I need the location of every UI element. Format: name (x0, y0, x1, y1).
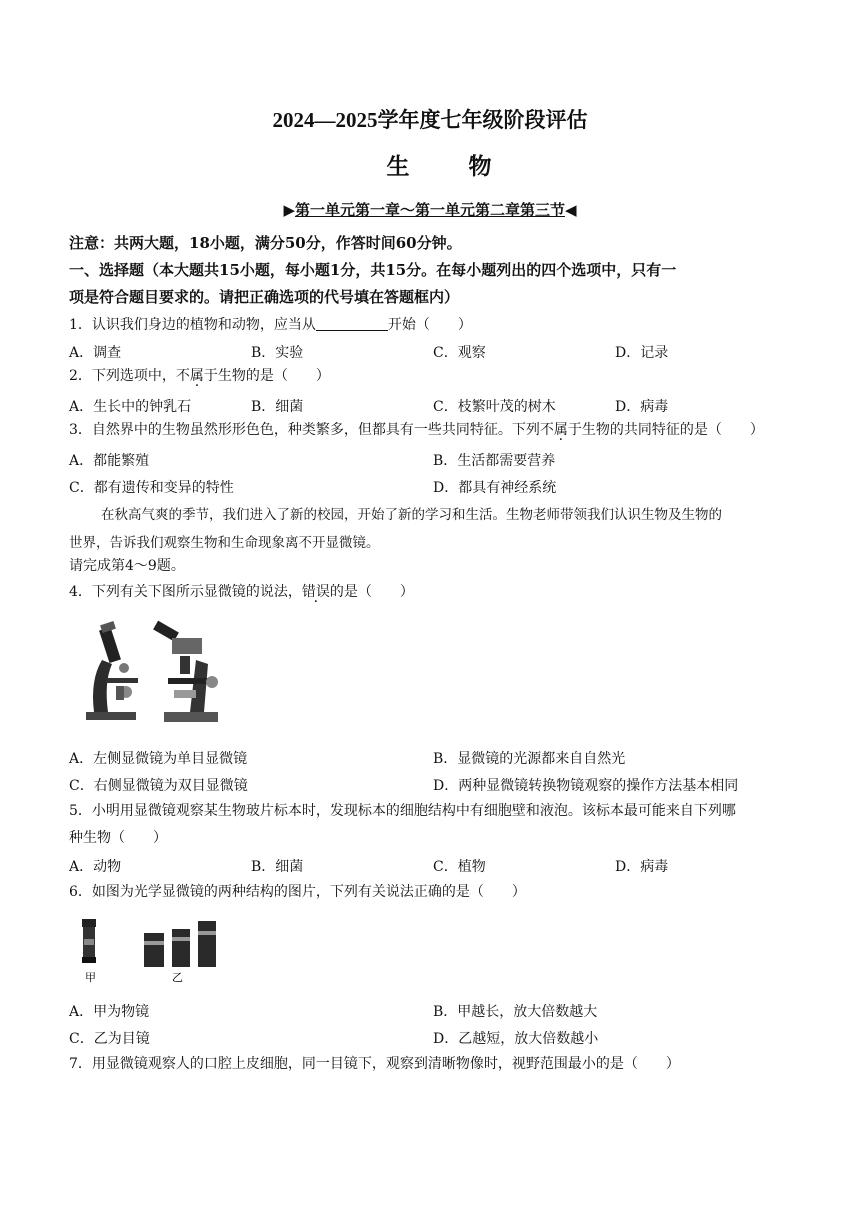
question-6-stem: 6．如图为光学显微镜的两种结构的图片，下列有关说法正确的是（ ） (69, 884, 526, 900)
emphasis-text: 不属于 (175, 368, 218, 384)
q2-option-b: B．细菌 (251, 399, 304, 415)
q5-option-c: C．植物 (433, 859, 486, 875)
q4-option-b: B．显微镜的光源都来自自然光 (433, 751, 626, 767)
q4-option-d: D．两种显微镜转换物镜观察的操作方法基本相同 (433, 778, 739, 794)
passage-line-1: 在秋高气爽的季节，我们进入了新的校园，开始了新的学习和生活。生物老师带领我们认识生物及生物的 (101, 507, 722, 523)
q1-option-a: A．调查 (69, 345, 122, 361)
question-5-stem-1: 5．小明用显微镜观察某生物玻片标本时，发现标本的细胞结构中有细胞壁和液泡。该标本最可能来自下列哪 (69, 803, 736, 819)
q3-option-b: B．生活都需要营养 (433, 453, 556, 469)
scope-text: 第一单元第一章～第一单元第二章第三节 (294, 203, 565, 219)
answer-blank (316, 316, 388, 331)
q3-option-a: A．都能繁殖 (69, 453, 150, 469)
q6-option-c: C．乙为目镜 (69, 1031, 150, 1047)
scope-line: ▶第一单元第一章～第一单元第二章第三节◀ (283, 203, 577, 219)
label-jia: 甲 (85, 971, 96, 984)
q5-option-d: D．病毒 (615, 859, 669, 875)
emphasis-text: 不属于 (539, 422, 582, 438)
subject-title: 生 物 (386, 154, 510, 179)
section1-heading-2: 项是符合题目要求的。请把正确选项的代号填在答题框内） (69, 288, 460, 306)
question-2-stem: 2．下列选项中，不属于生物的是（ ） (69, 368, 330, 384)
question-5-stem-2: 种生物（ ） (69, 830, 167, 846)
label-yi: 乙 (172, 971, 183, 984)
lens-figure (76, 915, 226, 987)
emphasis-text: 错误 (301, 584, 330, 600)
notice: 注意：共两大题，18小题，满分50分，作答时间60分钟。 (69, 234, 462, 252)
q3-option-d: D．都具有神经系统 (433, 480, 557, 496)
question-7-stem: 7．用显微镜观察人的口腔上皮细胞，同一目镜下，观察到清晰物像时，视野范围最小的是（ ） (69, 1056, 680, 1072)
q1-option-b: B．实验 (251, 345, 304, 361)
section1-heading-1: 一、选择题（本大题共15小题，每小题1分，共15分。在每小题列出的四个选项中，只有一 (69, 261, 677, 279)
passage-line-2: 世界，告诉我们观察生物和生命现象离不开显微镜。 (69, 535, 380, 551)
question-3-stem: 3．自然界中的生物虽然形形色色，种类繁多，但都具有一些共同特征。下列不属于生物的共同特征的是（ ） (69, 422, 764, 438)
q4-option-a: A．左侧显微镜为单目显微镜 (69, 751, 248, 767)
q6-option-d: D．乙越短，放大倍数越小 (433, 1031, 599, 1047)
monocular-microscope-image (86, 621, 138, 720)
question-1-stem: 1．认识我们身边的植物和动物，应当从 开始（ ） (69, 317, 472, 333)
question-4-stem: 4．下列有关下图所示显微镜的说法，错误的是（ ） (69, 584, 414, 600)
q6-option-a: A．甲为物镜 (69, 1004, 150, 1020)
q4-option-c: C．右侧显微镜为双目显微镜 (69, 778, 248, 794)
binocular-microscope-image (153, 621, 218, 722)
passage-instruction: 请完成第4～9题。 (69, 558, 185, 574)
objective-lenses-image (144, 921, 216, 967)
q5-option-b: B．细菌 (251, 859, 304, 875)
q2-option-d: D．病毒 (615, 399, 669, 415)
q2-option-a: A．生长中的钟乳石 (69, 399, 192, 415)
q1-option-d: D．记录 (615, 345, 669, 361)
q3-option-c: C．都有遗传和变异的特性 (69, 480, 234, 496)
eyepiece-image (82, 919, 96, 963)
q1-option-c: C．观察 (433, 345, 486, 361)
q2-option-c: C．枝繁叶茂的树木 (433, 399, 556, 415)
microscopes-figure (72, 620, 230, 728)
q5-option-a: A．动物 (69, 859, 122, 875)
q6-option-b: B．甲越长，放大倍数越大 (433, 1004, 598, 1020)
exam-title: 2024—2025学年度七年级阶段评估 (272, 108, 588, 132)
